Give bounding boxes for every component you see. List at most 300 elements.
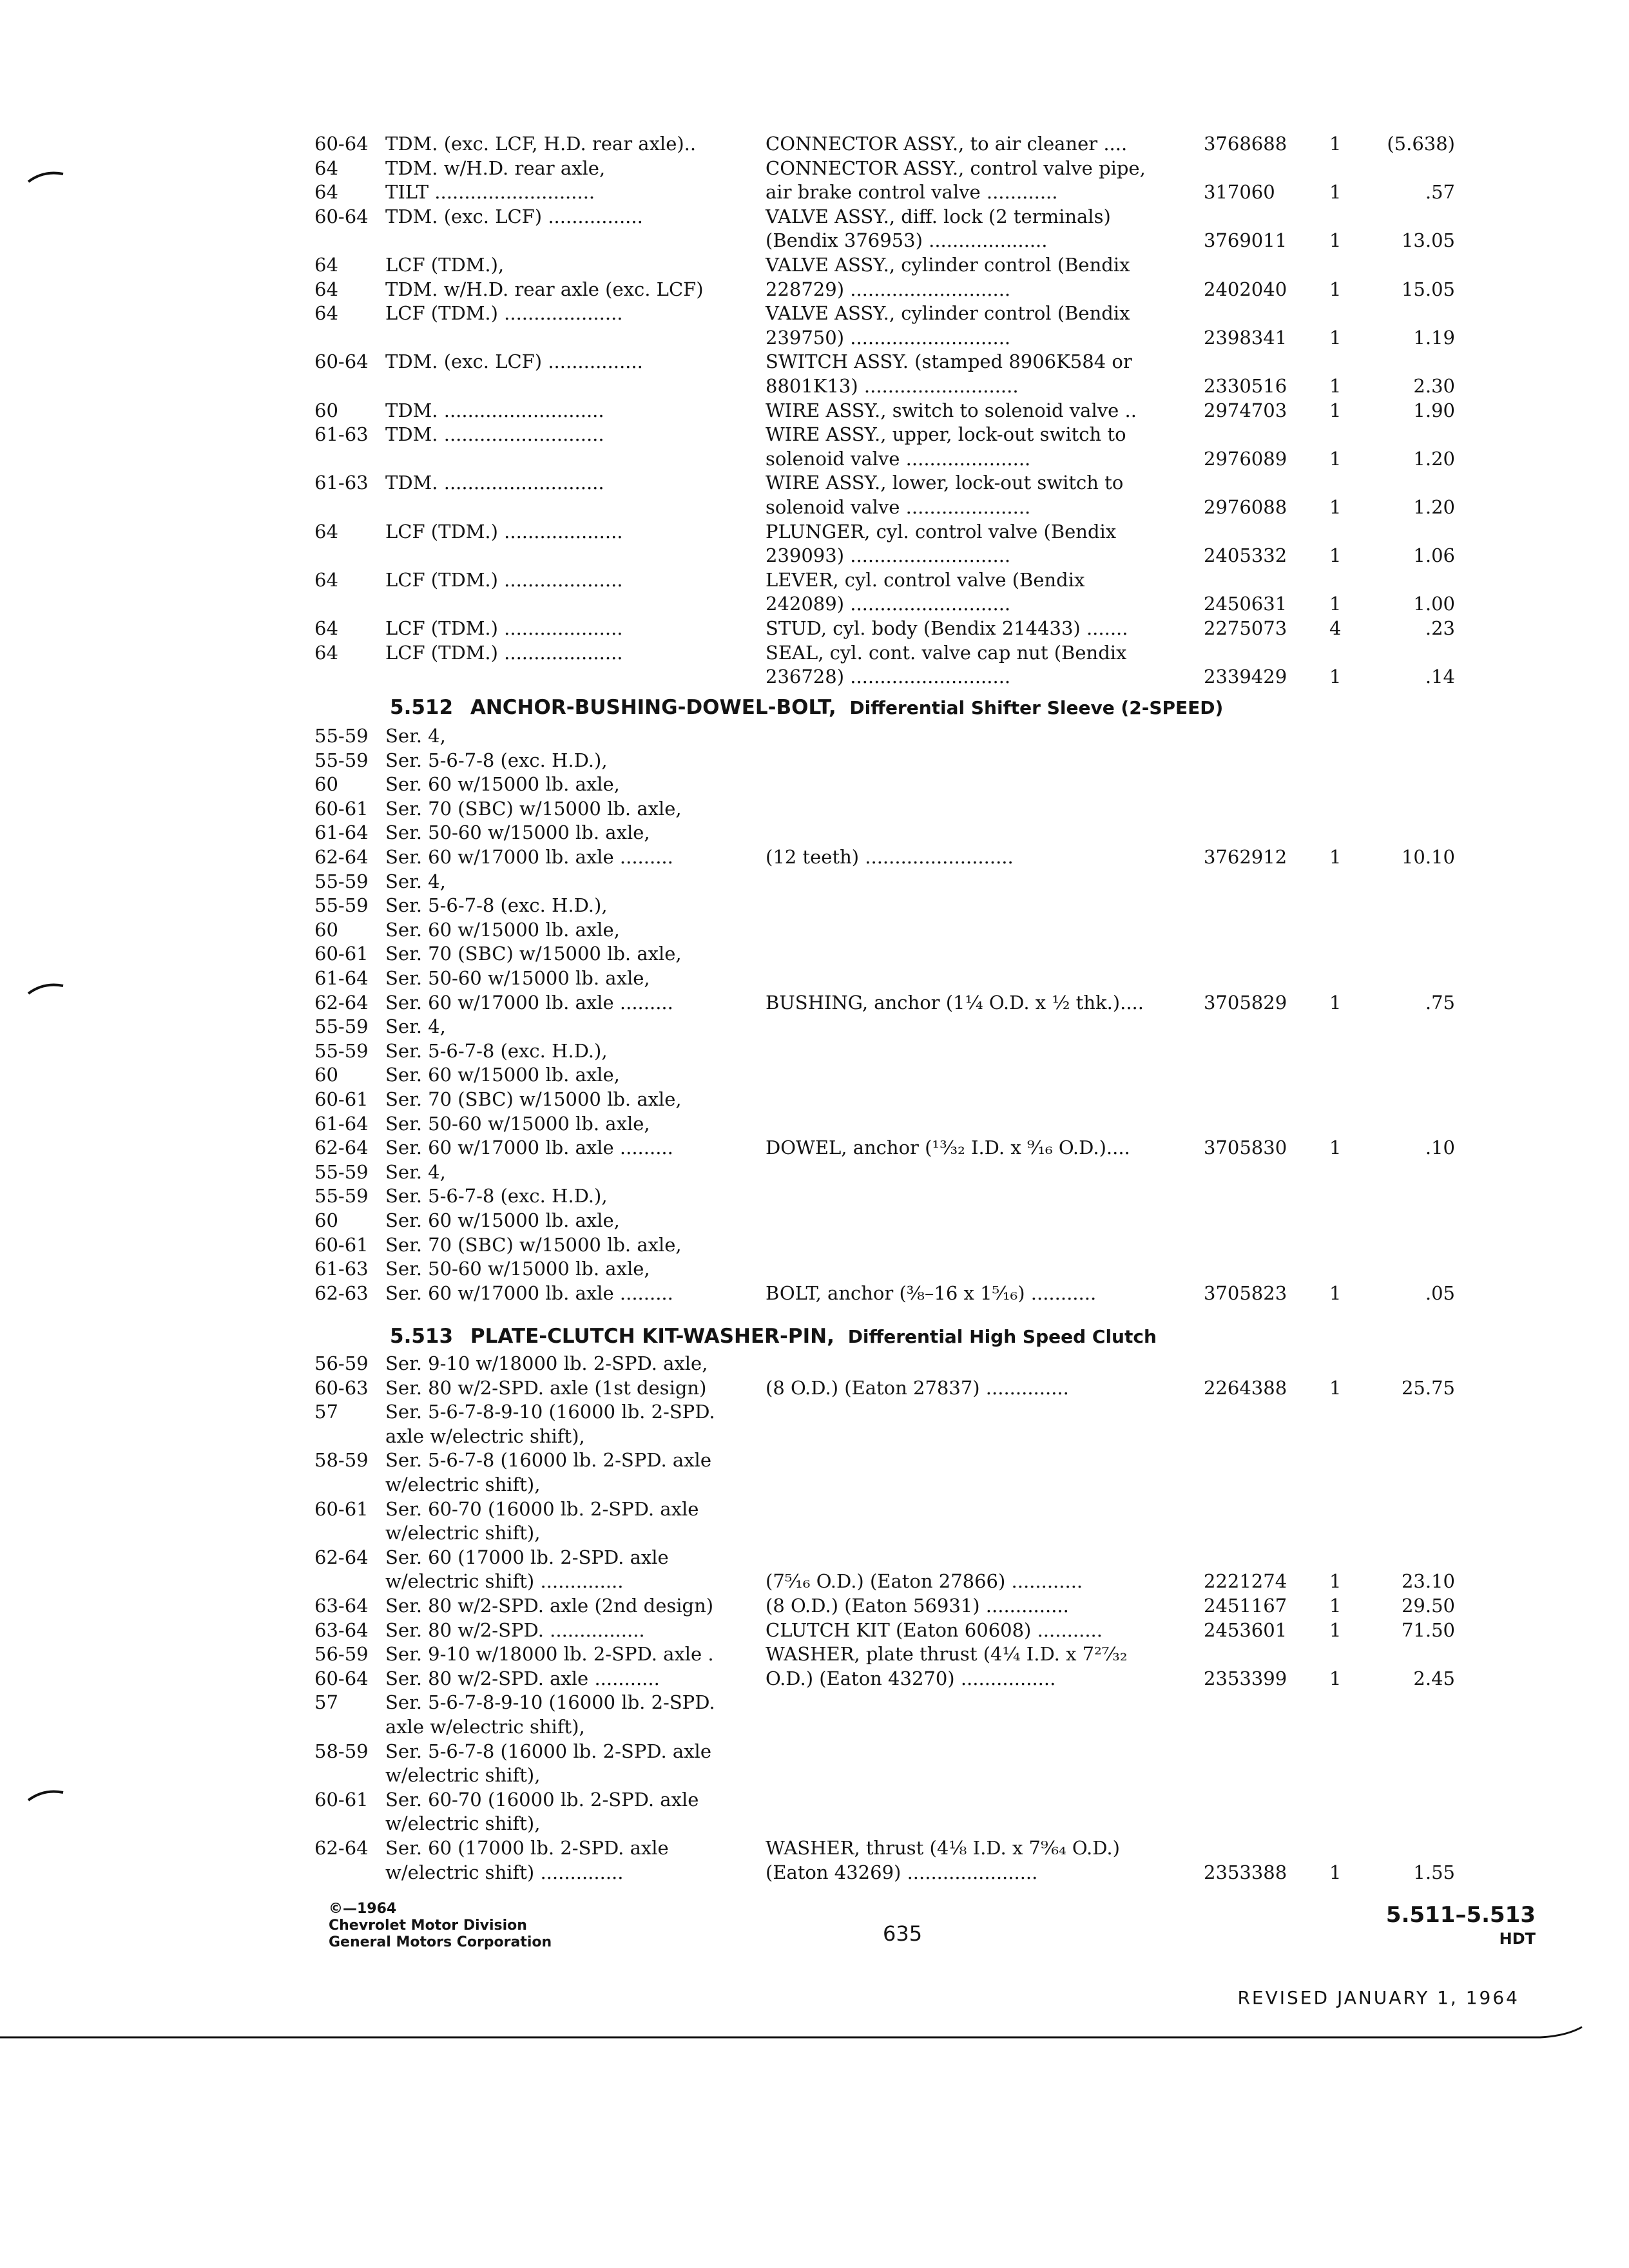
application: Ser. 9-10 w/18000 lb. 2-SPD. axle, (385, 1352, 708, 1374)
table-row (314, 1739, 1455, 1763)
year-range: 58-59 (314, 1740, 369, 1762)
quantity: 1 (1329, 278, 1342, 300)
table-row (314, 1281, 1455, 1305)
year-range: 60 (314, 399, 338, 421)
quantity: 1 (1329, 544, 1342, 566)
part-number: 317060 (1204, 181, 1275, 203)
description: (7⁵⁄₁₆ O.D.) (Eaton 27866) ............ (766, 1570, 1083, 1592)
section-heading-5-513 (390, 1322, 1157, 1350)
table-row (314, 893, 1455, 918)
application: Ser. 4, (385, 1161, 446, 1183)
part-number: 2976089 (1204, 448, 1287, 470)
description: solenoid valve ..................... (766, 448, 1031, 470)
price: 1.55 (1413, 1861, 1455, 1883)
year-range: 56-59 (314, 1643, 369, 1665)
year-range: 60-64 (314, 206, 369, 227)
table-row (314, 664, 1455, 689)
year-range: 55-59 (314, 1040, 369, 1062)
application: TDM. w/H.D. rear axle (exc. LCF) (385, 278, 704, 300)
application: w/electric shift), (385, 1812, 541, 1834)
year-range: 55-59 (314, 749, 369, 771)
price: 23.10 (1401, 1570, 1455, 1592)
group-code: HDT (1499, 1930, 1536, 1948)
table-row (314, 990, 1455, 1015)
description: BUSHING, anchor (1¼ O.D. x ½ thk.).... (766, 992, 1144, 1014)
description: WIRE ASSY., upper, lock-out switch to (766, 423, 1126, 445)
quantity: 1 (1329, 399, 1342, 421)
year-range: 64 (314, 181, 338, 203)
application: Ser. 4, (385, 725, 446, 747)
application: Ser. 5-6-7-8 (exc. H.D.), (385, 749, 608, 771)
table-row (314, 253, 1455, 277)
table-row (314, 1111, 1455, 1136)
table-row (314, 1399, 1455, 1424)
quantity: 1 (1329, 1595, 1342, 1617)
quantity: 1 (1329, 133, 1342, 155)
year-range: 55-59 (314, 725, 369, 747)
year-range: 61-63 (314, 423, 369, 445)
binder-hole-mark (26, 978, 64, 997)
binder-hole-mark (26, 1785, 64, 1804)
year-range: 62-63 (314, 1282, 369, 1304)
table-row (314, 422, 1455, 447)
description: STUD, cyl. body (Bendix 214433) ....... (766, 617, 1128, 639)
year-range: 60-61 (314, 943, 369, 965)
section-number: 5.513 (390, 1325, 454, 1348)
description: SWITCH ASSY. (stamped 8906K584 or (766, 351, 1132, 372)
description: PLUNGER, cyl. control valve (Bendix (766, 521, 1117, 543)
application: Ser. 60-70 (16000 lb. 2-SPD. axle (385, 1789, 699, 1811)
description: CONNECTOR ASSY., control valve pipe, (766, 157, 1146, 179)
application: Ser. 50-60 w/15000 lb. axle, (385, 967, 650, 989)
quantity: 1 (1329, 1282, 1342, 1304)
year-range: 61-63 (314, 472, 369, 494)
application: Ser. 5-6-7-8 (16000 lb. 2-SPD. axle (385, 1449, 711, 1471)
year-range: 60 (314, 1064, 338, 1086)
application: axle w/electric shift), (385, 1716, 585, 1738)
corporation: General Motors Corporation (329, 1934, 552, 1950)
table-row (314, 228, 1455, 253)
table-row (314, 1087, 1455, 1111)
table-row (314, 543, 1455, 568)
table-row (314, 616, 1455, 640)
application: Ser. 60 (17000 lb. 2-SPD. axle (385, 1546, 669, 1568)
part-number: 3705823 (1204, 1282, 1287, 1304)
quantity: 1 (1329, 1619, 1342, 1641)
table-row (314, 1642, 1455, 1666)
section-subtitle: Differential High Speed Clutch (847, 1326, 1157, 1347)
price: .57 (1425, 181, 1455, 203)
application: TDM. (exc. LCF) ................ (385, 206, 643, 227)
table-row (314, 204, 1455, 229)
application: Ser. 50-60 w/15000 lb. axle, (385, 1258, 650, 1280)
part-number: 2353399 (1204, 1667, 1287, 1689)
copyright: ©—1964 (329, 1901, 397, 1917)
application: Ser. 5-6-7-8 (exc. H.D.), (385, 1040, 608, 1062)
description: VALVE ASSY., diff. lock (2 terminals) (766, 206, 1111, 227)
price: 2.30 (1413, 375, 1455, 397)
part-number: 3705829 (1204, 992, 1287, 1014)
description: SEAL, cyl. cont. valve cap nut (Bendix (766, 642, 1127, 664)
table-row (314, 1376, 1455, 1400)
application: Ser. 60 w/15000 lb. axle, (385, 919, 620, 941)
table-row (314, 1497, 1455, 1521)
quantity: 1 (1329, 375, 1342, 397)
price: .23 (1425, 617, 1455, 639)
application: Ser. 5-6-7-8 (16000 lb. 2-SPD. axle (385, 1740, 711, 1762)
table-row (314, 1014, 1455, 1039)
price: 15.05 (1401, 278, 1455, 300)
quantity: 1 (1329, 1377, 1342, 1399)
year-range: 64 (314, 569, 338, 591)
application: Ser. 80 w/2-SPD. axle (2nd design) (385, 1595, 714, 1617)
description: (Bendix 376953) .................... (766, 229, 1048, 251)
application: TDM. (exc. LCF) ................ (385, 351, 643, 372)
application: Ser. 5-6-7-8-9-10 (16000 lb. 2-SPD. (385, 1691, 715, 1713)
table-row (314, 796, 1455, 821)
application: Ser. 50-60 w/15000 lb. axle, (385, 1113, 650, 1135)
revision-date: REVISED JANUARY 1, 1964 (1237, 1987, 1519, 2008)
application: w/electric shift), (385, 1522, 541, 1544)
application: Ser. 70 (SBC) w/15000 lb. axle, (385, 1234, 682, 1256)
table-row (314, 131, 1455, 156)
application: TDM. (exc. LCF, H.D. rear axle).. (385, 133, 697, 155)
table-row (314, 1062, 1455, 1087)
table-row (314, 748, 1455, 773)
table-row (314, 1569, 1455, 1593)
table-row (314, 869, 1455, 894)
description: 242089) ........................... (766, 593, 1011, 615)
quantity: 1 (1329, 1667, 1342, 1689)
application: w/electric shift), (385, 1764, 541, 1786)
table-row (314, 349, 1455, 374)
part-number: 2264388 (1204, 1377, 1287, 1399)
table-row (314, 1448, 1455, 1472)
price: 25.75 (1401, 1377, 1455, 1399)
price: 2.45 (1413, 1667, 1455, 1689)
year-range: 62-64 (314, 1837, 369, 1859)
year-range: 58-59 (314, 1449, 369, 1471)
table-row (314, 398, 1455, 423)
description: VALVE ASSY., cylinder control (Bendix (766, 254, 1130, 276)
year-range: 63-64 (314, 1595, 369, 1617)
year-range: 64 (314, 642, 338, 664)
application: Ser. 80 w/2-SPD. ................ (385, 1619, 645, 1641)
year-range: 60-61 (314, 798, 369, 820)
year-range: 62-64 (314, 992, 369, 1014)
description: (Eaton 43269) ...................... (766, 1861, 1038, 1883)
description: solenoid valve ..................... (766, 496, 1031, 518)
table-row (314, 1690, 1455, 1715)
application: TDM. ........................... (385, 399, 604, 421)
application: Ser. 80 w/2-SPD. axle ........... (385, 1667, 660, 1689)
part-number: 3762912 (1204, 846, 1287, 868)
application: LCF (TDM.) .................... (385, 642, 623, 664)
description: 239093) ........................... (766, 544, 1011, 566)
quantity: 1 (1329, 327, 1342, 349)
description: WIRE ASSY., switch to solenoid valve .. (766, 399, 1137, 421)
price: 29.50 (1401, 1595, 1455, 1617)
description: O.D.) (Eaton 43270) ................ (766, 1667, 1056, 1689)
price: 1.20 (1413, 496, 1455, 518)
application: Ser. 80 w/2-SPD. axle (1st design) (385, 1377, 707, 1399)
quantity: 1 (1329, 666, 1342, 687)
table-row (314, 301, 1455, 325)
description: DOWEL, anchor (¹³⁄₃₂ I.D. x ⁹⁄₁₆ O.D.).... (766, 1137, 1130, 1158)
application: TDM. ........................... (385, 472, 604, 494)
description: CONNECTOR ASSY., to air cleaner .... (766, 133, 1128, 155)
quantity: 1 (1329, 496, 1342, 518)
table-row (314, 772, 1455, 796)
application: Ser. 60 w/15000 lb. axle, (385, 1064, 620, 1086)
year-range: 64 (314, 617, 338, 639)
application: TDM. w/H.D. rear axle, (385, 157, 606, 179)
part-number: 2450631 (1204, 593, 1287, 615)
application: Ser. 70 (SBC) w/15000 lb. axle, (385, 798, 682, 820)
table-row (314, 1135, 1455, 1160)
price: .14 (1425, 666, 1455, 687)
price: 71.50 (1401, 1619, 1455, 1641)
table-row (314, 374, 1455, 398)
year-range: 61-63 (314, 1258, 369, 1280)
part-number: 2353388 (1204, 1861, 1287, 1883)
table-row (314, 1715, 1455, 1739)
description: VALVE ASSY., cylinder control (Bendix (766, 302, 1130, 324)
table-row (314, 568, 1455, 592)
table-row (314, 1472, 1455, 1497)
part-number: 2453601 (1204, 1619, 1287, 1641)
page-bottom-rule (0, 2023, 1585, 2049)
section-number: 5.512 (390, 696, 454, 719)
description: (8 O.D.) (Eaton 56931) .............. (766, 1595, 1069, 1617)
table-row (314, 591, 1455, 616)
application: w/electric shift) .............. (385, 1570, 624, 1592)
year-range: 64 (314, 254, 338, 276)
year-range: 62-64 (314, 1137, 369, 1158)
year-range: 60-61 (314, 1498, 369, 1520)
publisher-block (329, 1901, 552, 1951)
application: LCF (TDM.) .................... (385, 617, 623, 639)
year-range: 55-59 (314, 894, 369, 916)
description: air brake control valve ............ (766, 181, 1058, 203)
part-number: 2974703 (1204, 399, 1287, 421)
quantity: 1 (1329, 1137, 1342, 1158)
application: Ser. 60 w/17000 lb. axle ......... (385, 992, 673, 1014)
description: WIRE ASSY., lower, lock-out switch to (766, 472, 1124, 494)
table-row (314, 447, 1455, 471)
description: 236728) ........................... (766, 666, 1011, 687)
year-range: 60 (314, 919, 338, 941)
table-row (314, 1208, 1455, 1233)
table-row (314, 1039, 1455, 1063)
year-range: 64 (314, 302, 338, 324)
year-range: 57 (314, 1691, 338, 1713)
table-row (314, 325, 1455, 350)
year-range: 60 (314, 773, 338, 795)
section-subtitle: Differential Shifter Sleeve (2-SPEED) (849, 697, 1224, 718)
table-row (314, 277, 1455, 302)
price: 1.00 (1413, 593, 1455, 615)
price: .05 (1425, 1282, 1455, 1304)
application: Ser. 70 (SBC) w/15000 lb. axle, (385, 1088, 682, 1110)
table-row (314, 1424, 1455, 1448)
description: 228729) ........................... (766, 278, 1011, 300)
application: Ser. 70 (SBC) w/15000 lb. axle, (385, 943, 682, 965)
quantity: 1 (1329, 1861, 1342, 1883)
table-row (314, 724, 1455, 748)
part-number: 3769011 (1204, 229, 1287, 251)
year-range: 60-64 (314, 351, 369, 372)
table-row (314, 1836, 1455, 1860)
year-range: 55-59 (314, 870, 369, 892)
price: 13.05 (1401, 229, 1455, 251)
year-range: 56-59 (314, 1352, 369, 1374)
application: Ser. 60-70 (16000 lb. 2-SPD. axle (385, 1498, 699, 1520)
application: w/electric shift), (385, 1474, 541, 1495)
table-row (314, 1666, 1455, 1691)
section-heading-5-512 (390, 693, 1223, 722)
quantity: 1 (1329, 181, 1342, 203)
table-row (314, 1618, 1455, 1642)
application: Ser. 50-60 w/15000 lb. axle, (385, 822, 650, 843)
application: w/electric shift) .............. (385, 1861, 624, 1883)
table-row (314, 470, 1455, 495)
binder-hole-mark (26, 166, 64, 186)
part-number: 3705830 (1204, 1137, 1287, 1158)
table-row (314, 1763, 1455, 1787)
year-range: 64 (314, 521, 338, 543)
description: WASHER, thrust (4⅛ I.D. x 7⁹⁄₆₄ O.D.) (766, 1837, 1120, 1859)
price: 1.06 (1413, 544, 1455, 566)
table-row (314, 180, 1455, 204)
application: Ser. 60 w/17000 lb. axle ......... (385, 1282, 673, 1304)
quantity: 1 (1329, 1570, 1342, 1592)
table-row (314, 1160, 1455, 1184)
table-row (314, 1593, 1455, 1618)
price: .10 (1425, 1137, 1455, 1158)
table-row (314, 1256, 1455, 1281)
section-title: PLATE-CLUTCH KIT-WASHER-PIN, (470, 1325, 834, 1348)
quantity: 4 (1329, 617, 1342, 639)
table-row (314, 640, 1455, 665)
description: (8 O.D.) (Eaton 27837) .............. (766, 1377, 1069, 1399)
part-number: 2339429 (1204, 666, 1287, 687)
table-row (314, 1521, 1455, 1545)
year-range: 55-59 (314, 1015, 369, 1037)
section-title: ANCHOR-BUSHING-DOWEL-BOLT, (470, 696, 836, 719)
year-range: 60-63 (314, 1377, 369, 1399)
application: Ser. 5-6-7-8 (exc. H.D.), (385, 1185, 608, 1207)
year-range: 64 (314, 278, 338, 300)
quantity: 1 (1329, 229, 1342, 251)
description: WASHER, plate thrust (4¼ I.D. x 7²⁷⁄₃₂ (766, 1643, 1128, 1665)
application: Ser. 5-6-7-8 (exc. H.D.), (385, 894, 608, 916)
application: Ser. 5-6-7-8-9-10 (16000 lb. 2-SPD. (385, 1401, 715, 1423)
application: LCF (TDM.), (385, 254, 505, 276)
year-range: 57 (314, 1401, 338, 1423)
year-range: 60-64 (314, 133, 369, 155)
price: 1.90 (1413, 399, 1455, 421)
description: CLUTCH KIT (Eaton 60608) ........... (766, 1619, 1103, 1641)
application: LCF (TDM.) .................... (385, 302, 623, 324)
description: (12 teeth) ......................... (766, 846, 1014, 868)
year-range: 62-64 (314, 846, 369, 868)
year-range: 60-61 (314, 1088, 369, 1110)
table-row (314, 820, 1455, 845)
table-row (314, 918, 1455, 942)
application: TILT ........................... (385, 181, 595, 203)
price: (5.638) (1387, 133, 1455, 155)
table-row (314, 1545, 1455, 1570)
part-number: 2275073 (1204, 617, 1287, 639)
year-range: 55-59 (314, 1161, 369, 1183)
quantity: 1 (1329, 992, 1342, 1014)
application: LCF (TDM.) .................... (385, 569, 623, 591)
description: 8801K13) .......................... (766, 375, 1019, 397)
application: axle w/electric shift), (385, 1425, 585, 1447)
application: Ser. 4, (385, 870, 446, 892)
section-range: 5.511–5.513 (1385, 1902, 1536, 1928)
section-range-block (1386, 1901, 1536, 1948)
table-row (314, 966, 1455, 990)
description: BOLT, anchor (⅜–16 x 1⁵⁄₁₆) ........... (766, 1282, 1097, 1304)
description: LEVER, cyl. control valve (Bendix (766, 569, 1085, 591)
application: Ser. 9-10 w/18000 lb. 2-SPD. axle . (385, 1643, 714, 1665)
application: Ser. 60 w/17000 lb. axle ......... (385, 1137, 673, 1158)
year-range: 61-64 (314, 822, 369, 843)
table-row (314, 1811, 1455, 1836)
table-row (314, 1351, 1455, 1376)
year-range: 60-61 (314, 1234, 369, 1256)
application: Ser. 60 (17000 lb. 2-SPD. axle (385, 1837, 669, 1859)
quantity: 1 (1329, 593, 1342, 615)
year-range: 61-64 (314, 1113, 369, 1135)
table-row (314, 941, 1455, 966)
table-row (314, 845, 1455, 869)
application: Ser. 4, (385, 1015, 446, 1037)
price: 10.10 (1401, 846, 1455, 868)
year-range: 64 (314, 157, 338, 179)
table-row (314, 156, 1455, 180)
application: TDM. ........................... (385, 423, 604, 445)
quantity: 1 (1329, 846, 1342, 868)
application: Ser. 60 w/17000 lb. axle ......... (385, 846, 673, 868)
part-number: 2405332 (1204, 544, 1287, 566)
year-range: 63-64 (314, 1619, 369, 1641)
application: Ser. 60 w/15000 lb. axle, (385, 773, 620, 795)
table-row (314, 519, 1455, 544)
page-number: 635 (883, 1921, 923, 1946)
price: .75 (1425, 992, 1455, 1014)
application: LCF (TDM.) .................... (385, 521, 623, 543)
division: Chevrolet Motor Division (329, 1917, 527, 1934)
part-number: 2451167 (1204, 1595, 1287, 1617)
part-number: 2402040 (1204, 278, 1287, 300)
part-number: 2221274 (1204, 1570, 1287, 1592)
part-number: 2398341 (1204, 327, 1287, 349)
part-number: 3768688 (1204, 133, 1287, 155)
table-row (314, 495, 1455, 519)
quantity: 1 (1329, 448, 1342, 470)
year-range: 55-59 (314, 1185, 369, 1207)
year-range: 61-64 (314, 967, 369, 989)
year-range: 60-61 (314, 1789, 369, 1811)
description: 239750) ........................... (766, 327, 1011, 349)
part-number: 2330516 (1204, 375, 1287, 397)
price: 1.19 (1413, 327, 1455, 349)
year-range: 60-64 (314, 1667, 369, 1689)
application: Ser. 60 w/15000 lb. axle, (385, 1209, 620, 1231)
